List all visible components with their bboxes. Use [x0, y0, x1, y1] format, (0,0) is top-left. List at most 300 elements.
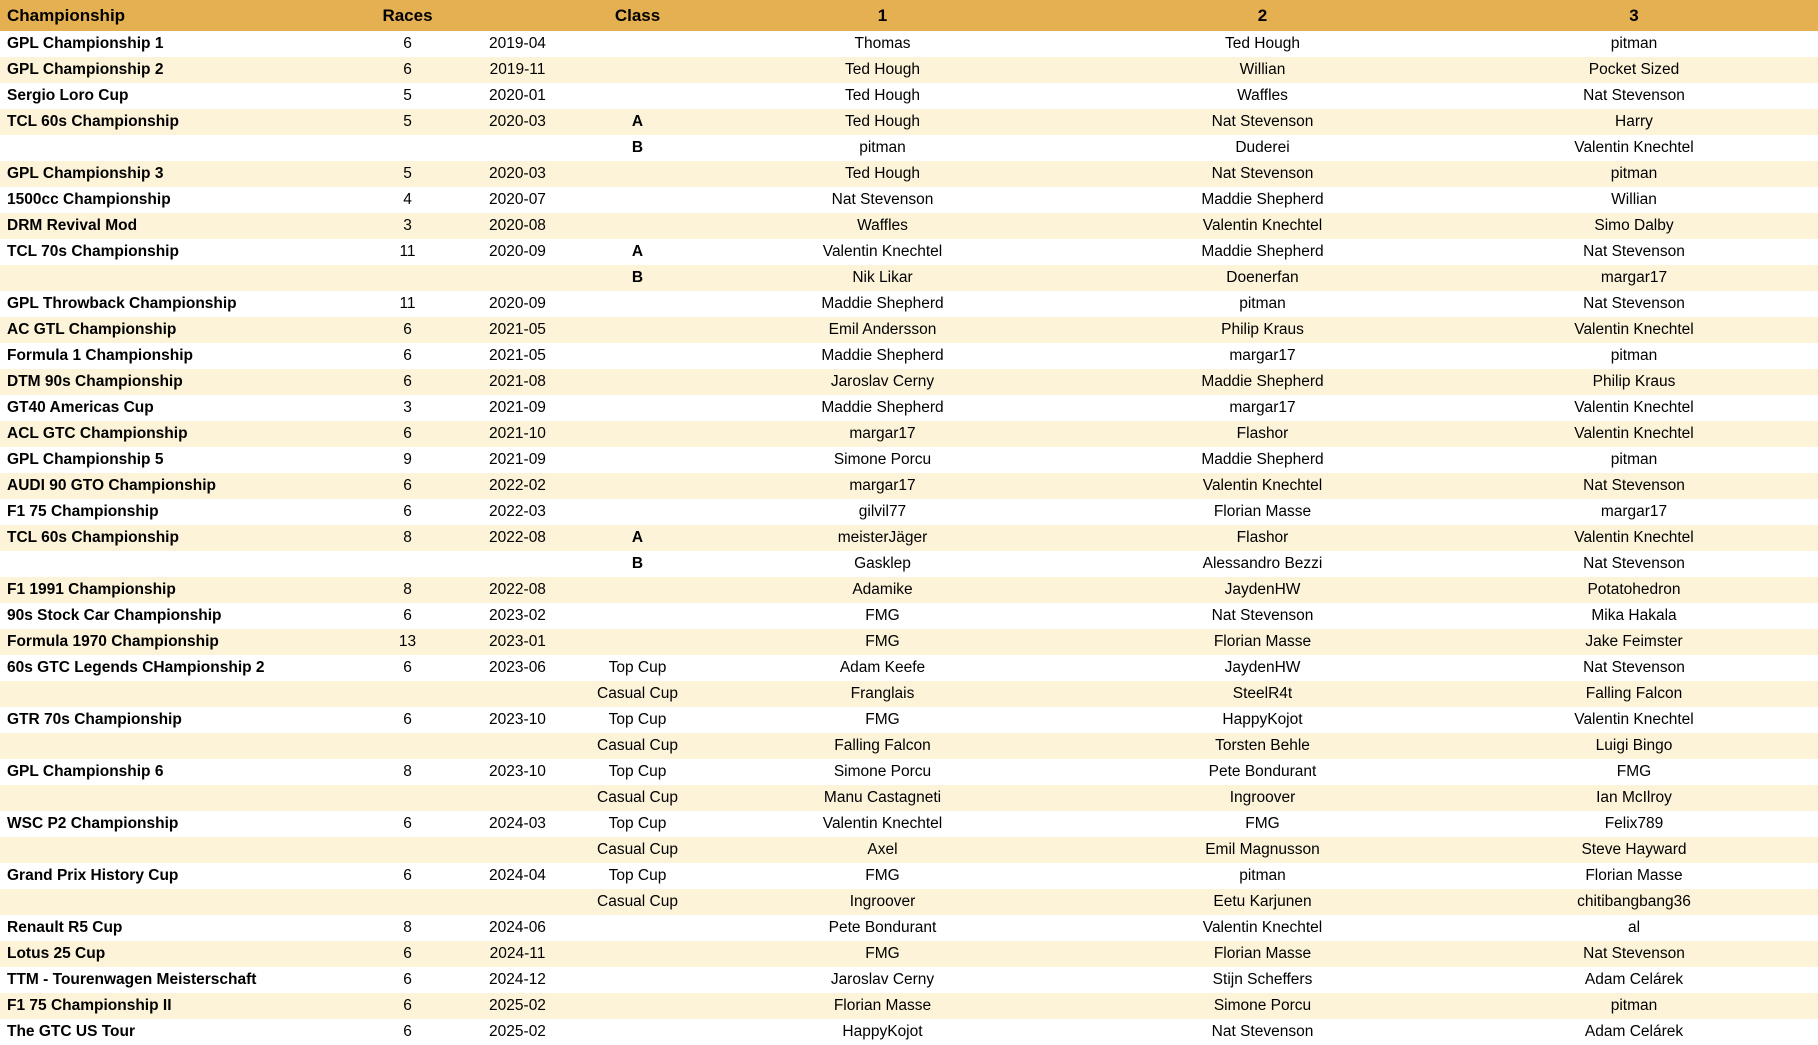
first-place-cell: gilvil77	[858, 503, 907, 520]
table-row	[0, 31, 1818, 57]
class-cell: Top Cup	[608, 659, 667, 676]
table-row	[0, 291, 1818, 317]
championship-cell	[0, 889, 365, 915]
class-cell: Casual Cup	[597, 893, 678, 910]
championship-cell: GPL Championship 6	[7, 763, 164, 780]
races-cell	[365, 837, 450, 863]
table-row	[0, 681, 1818, 707]
date-cell: 2021-09	[489, 451, 546, 468]
date-cell	[450, 135, 585, 161]
third-place-cell: Valentin Knechtel	[1574, 425, 1694, 442]
second-place-cell: Emil Magnusson	[1205, 841, 1320, 858]
championship-cell: DTM 90s Championship	[7, 373, 183, 390]
header-first-place: 1	[690, 0, 1075, 31]
championship-cell	[0, 733, 365, 759]
class-cell	[585, 577, 690, 603]
second-place-cell: Ted Hough	[1225, 35, 1300, 52]
table-row	[0, 421, 1818, 447]
class-cell: B	[631, 269, 644, 286]
class-cell	[585, 447, 690, 473]
first-place-cell: pitman	[859, 139, 906, 156]
table-row	[0, 759, 1818, 785]
championship-cell: Renault R5 Cup	[7, 919, 123, 936]
class-cell	[585, 421, 690, 447]
table-row	[0, 239, 1818, 265]
races-cell: 8	[403, 919, 412, 936]
second-place-cell: Nat Stevenson	[1211, 113, 1314, 130]
first-place-cell: Franglais	[850, 685, 915, 702]
table-row	[0, 161, 1818, 187]
third-place-cell: Nat Stevenson	[1583, 295, 1685, 312]
second-place-cell: Eetu Karjunen	[1213, 893, 1312, 910]
date-cell: 2020-09	[489, 295, 546, 312]
first-place-cell: Axel	[867, 841, 898, 858]
table-body	[0, 31, 1818, 1045]
date-cell: 2023-10	[489, 711, 546, 728]
races-cell: 6	[403, 347, 412, 364]
races-cell: 6	[403, 711, 412, 728]
class-cell	[585, 941, 690, 967]
first-place-cell: margar17	[849, 477, 916, 494]
second-place-cell: FMG	[1245, 815, 1280, 832]
date-cell: 2021-05	[489, 321, 546, 338]
third-place-cell: pitman	[1610, 165, 1658, 182]
third-place-cell: Willian	[1611, 191, 1657, 208]
championship-cell: F1 75 Championship	[7, 503, 159, 520]
date-cell	[450, 889, 585, 915]
class-cell	[585, 915, 690, 941]
class-cell	[585, 395, 690, 421]
table-row	[0, 369, 1818, 395]
table-row	[0, 187, 1818, 213]
races-cell	[365, 681, 450, 707]
class-cell	[585, 369, 690, 395]
second-place-cell: Nat Stevenson	[1211, 607, 1314, 624]
table-row	[0, 317, 1818, 343]
table-row	[0, 83, 1818, 109]
table-row	[0, 941, 1818, 967]
second-place-cell: Flashor	[1236, 529, 1289, 546]
class-cell: Casual Cup	[597, 737, 678, 754]
second-place-cell: Nat Stevenson	[1211, 165, 1314, 182]
third-place-cell: Valentin Knechtel	[1574, 321, 1694, 338]
first-place-cell: Manu Castagneti	[823, 789, 942, 806]
races-cell	[365, 265, 450, 291]
class-cell	[585, 83, 690, 109]
championship-cell: Grand Prix History Cup	[7, 867, 179, 884]
class-cell: Top Cup	[608, 815, 667, 832]
second-place-cell: pitman	[1239, 295, 1286, 312]
championship-cell: 1500cc Championship	[7, 191, 171, 208]
first-place-cell: Falling Falcon	[834, 737, 931, 754]
races-cell: 6	[403, 373, 412, 390]
table-row	[0, 525, 1818, 551]
races-cell: 6	[403, 971, 412, 988]
date-cell	[450, 265, 585, 291]
class-cell	[585, 993, 690, 1019]
date-cell: 2020-07	[489, 191, 546, 208]
races-cell: 5	[403, 87, 412, 104]
second-place-cell: margar17	[1229, 347, 1296, 364]
class-cell: Casual Cup	[597, 789, 678, 806]
class-cell	[585, 291, 690, 317]
second-place-cell: SteelR4t	[1232, 685, 1293, 702]
first-place-cell: Ingroover	[849, 893, 916, 910]
header-date	[450, 0, 585, 31]
class-cell	[585, 343, 690, 369]
second-place-cell: Valentin Knechtel	[1202, 919, 1323, 936]
table-row	[0, 135, 1818, 161]
first-place-cell: Nat Stevenson	[831, 191, 934, 208]
class-cell	[585, 629, 690, 655]
date-cell	[450, 837, 585, 863]
first-place-cell: Maddie Shepherd	[821, 295, 944, 312]
championship-cell	[0, 785, 365, 811]
races-cell: 3	[403, 399, 412, 416]
third-place-cell: Valentin Knechtel	[1574, 711, 1694, 728]
third-place-cell: Mika Hakala	[1591, 607, 1677, 624]
championship-cell: AC GTL Championship	[7, 321, 177, 338]
third-place-cell: Nat Stevenson	[1583, 477, 1685, 494]
races-cell: 8	[403, 529, 412, 546]
date-cell: 2022-08	[489, 529, 546, 546]
championship-cell: GPL Throwback Championship	[7, 295, 237, 312]
second-place-cell: Flashor	[1236, 425, 1289, 442]
date-cell: 2025-02	[489, 1023, 546, 1040]
third-place-cell: Valentin Knechtel	[1574, 139, 1694, 156]
class-cell	[585, 317, 690, 343]
class-cell	[585, 473, 690, 499]
date-cell: 2024-12	[489, 971, 546, 988]
first-place-cell: Ted Hough	[845, 61, 920, 78]
table-row	[0, 655, 1818, 681]
table-row	[0, 863, 1818, 889]
championship-cell	[0, 265, 365, 291]
second-place-cell: Simone Porcu	[1213, 997, 1312, 1014]
class-cell	[585, 31, 690, 57]
date-cell: 2023-10	[489, 763, 546, 780]
races-cell: 8	[403, 763, 412, 780]
class-cell: A	[631, 243, 644, 260]
championship-cell	[0, 837, 365, 863]
table-row	[0, 473, 1818, 499]
class-cell	[585, 187, 690, 213]
third-place-cell: Felix789	[1604, 815, 1664, 832]
third-place-cell: Jake Feimster	[1585, 633, 1683, 650]
third-place-cell: Harry	[1615, 113, 1653, 130]
championship-cell: F1 75 Championship II	[7, 997, 172, 1014]
table-row	[0, 629, 1818, 655]
first-place-cell: FMG	[865, 945, 900, 962]
third-place-cell: pitman	[1610, 997, 1658, 1014]
second-place-cell: Stijn Scheffers	[1212, 971, 1313, 988]
third-place-cell: Adam Celárek	[1584, 971, 1684, 988]
races-cell	[365, 785, 450, 811]
class-cell: Casual Cup	[597, 841, 678, 858]
second-place-cell: JaydenHW	[1224, 659, 1301, 676]
second-place-cell: Maddie Shepherd	[1201, 243, 1324, 260]
races-cell: 6	[403, 35, 412, 52]
third-place-cell: Nat Stevenson	[1583, 243, 1685, 260]
class-cell	[585, 967, 690, 993]
races-cell: 6	[403, 815, 412, 832]
championship-cell: 60s GTC Legends CHampionship 2	[7, 659, 265, 676]
date-cell: 2025-02	[489, 997, 546, 1014]
date-cell: 2024-06	[489, 919, 546, 936]
championship-cell	[0, 681, 365, 707]
championship-cell: GPL Championship 1	[7, 35, 164, 52]
second-place-cell: pitman	[1239, 867, 1286, 884]
first-place-cell: Ted Hough	[845, 113, 920, 130]
second-place-cell: Valentin Knechtel	[1202, 217, 1323, 234]
header-third-place: 3	[1450, 0, 1818, 31]
date-cell: 2024-11	[489, 945, 546, 962]
first-place-cell: Simone Porcu	[833, 451, 932, 468]
third-place-cell: pitman	[1610, 347, 1658, 364]
first-place-cell: Ted Hough	[845, 87, 920, 104]
class-cell	[585, 1019, 690, 1045]
races-cell: 6	[403, 477, 412, 494]
table-row	[0, 733, 1818, 759]
table-row	[0, 57, 1818, 83]
date-cell: 2022-08	[489, 581, 546, 598]
date-cell: 2021-05	[489, 347, 546, 364]
table-row	[0, 811, 1818, 837]
second-place-cell: Willian	[1239, 61, 1286, 78]
first-place-cell: meisterJäger	[837, 529, 928, 546]
date-cell: 2022-03	[489, 503, 546, 520]
first-place-cell: Valentin Knechtel	[822, 243, 943, 260]
date-cell: 2020-03	[489, 165, 546, 182]
third-place-cell: chitibangbang36	[1577, 893, 1691, 910]
third-place-cell: margar17	[1600, 269, 1668, 286]
third-place-cell: Philip Kraus	[1592, 373, 1676, 390]
championship-cell: TCL 70s Championship	[7, 243, 179, 260]
third-place-cell: Steve Hayward	[1581, 841, 1687, 858]
races-cell: 4	[403, 191, 412, 208]
championship-cell: TTM - Tourenwagen Meisterschaft	[7, 971, 257, 988]
first-place-cell: Ted Hough	[845, 165, 920, 182]
third-place-cell: Potatohedron	[1587, 581, 1681, 598]
class-cell: B	[631, 555, 644, 572]
championship-cell: The GTC US Tour	[7, 1023, 136, 1040]
championship-cell: 90s Stock Car Championship	[7, 607, 222, 624]
races-cell: 5	[403, 113, 412, 130]
third-place-cell: pitman	[1610, 35, 1658, 52]
races-cell: 13	[398, 633, 417, 650]
second-place-cell: Florian Masse	[1213, 503, 1312, 520]
races-cell: 9	[403, 451, 412, 468]
second-place-cell: Alessandro Bezzi	[1202, 555, 1323, 572]
first-place-cell: Valentin Knechtel	[822, 815, 943, 832]
date-cell: 2020-01	[489, 87, 546, 104]
races-cell: 6	[403, 945, 412, 962]
third-place-cell: Luigi Bingo	[1595, 737, 1673, 754]
class-cell	[585, 603, 690, 629]
third-place-cell: al	[1627, 919, 1641, 936]
races-cell: 6	[403, 321, 412, 338]
championship-cell: Formula 1970 Championship	[7, 633, 219, 650]
date-cell: 2024-03	[489, 815, 546, 832]
third-place-cell: Pocket Sized	[1588, 61, 1680, 78]
first-place-cell: Simone Porcu	[833, 763, 932, 780]
championship-cell: TCL 60s Championship	[7, 529, 179, 546]
championship-cell	[0, 135, 365, 161]
date-cell: 2023-06	[489, 659, 546, 676]
date-cell: 2023-01	[489, 633, 546, 650]
third-place-cell: pitman	[1610, 451, 1658, 468]
first-place-cell: Maddie Shepherd	[821, 399, 944, 416]
second-place-cell: Duderei	[1235, 139, 1290, 156]
races-cell: 5	[403, 165, 412, 182]
table-header	[0, 0, 1818, 31]
third-place-cell: Valentin Knechtel	[1574, 399, 1694, 416]
class-cell	[585, 57, 690, 83]
first-place-cell: Pete Bondurant	[828, 919, 937, 936]
championship-cell: GTR 70s Championship	[7, 711, 182, 728]
first-place-cell: FMG	[865, 607, 900, 624]
third-place-cell: Nat Stevenson	[1583, 87, 1685, 104]
second-place-cell: Ingroover	[1229, 789, 1296, 806]
championship-cell: GPL Championship 2	[7, 61, 164, 78]
date-cell: 2019-04	[489, 35, 546, 52]
championship-cell: DRM Revival Mod	[7, 217, 138, 234]
table-row	[0, 343, 1818, 369]
first-place-cell: Maddie Shepherd	[821, 347, 944, 364]
second-place-cell: Maddie Shepherd	[1201, 191, 1324, 208]
first-place-cell: FMG	[865, 867, 900, 884]
second-place-cell: Pete Bondurant	[1208, 763, 1317, 780]
class-cell: Top Cup	[608, 763, 667, 780]
races-cell: 6	[403, 1023, 412, 1040]
date-cell: 2020-08	[489, 217, 546, 234]
table-row	[0, 213, 1818, 239]
date-cell: 2021-10	[489, 425, 546, 442]
table-row	[0, 993, 1818, 1019]
header-championship: Championship	[0, 0, 365, 31]
second-place-cell: Maddie Shepherd	[1201, 451, 1324, 468]
table-row	[0, 577, 1818, 603]
races-cell	[365, 135, 450, 161]
first-place-cell: Waffles	[857, 217, 908, 234]
table-row	[0, 915, 1818, 941]
races-cell: 6	[403, 503, 412, 520]
second-place-cell: JaydenHW	[1224, 581, 1301, 598]
date-cell: 2021-09	[489, 399, 546, 416]
table-row	[0, 837, 1818, 863]
table-row	[0, 447, 1818, 473]
first-place-cell: FMG	[865, 711, 900, 728]
date-cell: 2019-11	[489, 61, 546, 78]
third-place-cell: Adam Celárek	[1584, 1023, 1684, 1040]
second-place-cell: Torsten Behle	[1215, 737, 1310, 754]
races-cell: 6	[403, 425, 412, 442]
second-place-cell: margar17	[1229, 399, 1296, 416]
date-cell: 2021-08	[489, 373, 546, 390]
date-cell	[450, 681, 585, 707]
championship-cell: TCL 60s Championship	[7, 113, 179, 130]
championship-cell: Formula 1 Championship	[7, 347, 194, 364]
championship-cell: ACL GTC Championship	[7, 425, 188, 442]
championship-cell: GPL Championship 3	[7, 165, 164, 182]
second-place-cell: Philip Kraus	[1221, 321, 1304, 338]
table-row	[0, 603, 1818, 629]
second-place-cell: Florian Masse	[1213, 945, 1312, 962]
championship-cell: WSC P2 Championship	[7, 815, 179, 832]
championship-cell: F1 1991 Championship	[7, 581, 176, 598]
championship-cell: GPL Championship 5	[7, 451, 164, 468]
date-cell	[450, 785, 585, 811]
championship-cell: Sergio Loro Cup	[7, 87, 129, 104]
races-cell: 6	[403, 607, 412, 624]
first-place-cell: Adamike	[852, 581, 913, 598]
class-cell	[585, 161, 690, 187]
third-place-cell: margar17	[1600, 503, 1668, 520]
first-place-cell: Nik Likar	[852, 269, 913, 286]
table-row	[0, 1019, 1818, 1045]
date-cell	[450, 733, 585, 759]
table-row	[0, 499, 1818, 525]
first-place-cell: HappyKojot	[842, 1023, 923, 1040]
second-place-cell: Waffles	[1237, 87, 1288, 104]
date-cell	[450, 551, 585, 577]
class-cell: B	[631, 139, 644, 156]
first-place-cell: Thomas	[854, 35, 911, 52]
second-place-cell: Nat Stevenson	[1211, 1023, 1314, 1040]
races-cell: 3	[403, 217, 412, 234]
table-row	[0, 785, 1818, 811]
header-row	[0, 0, 1818, 31]
second-place-cell: Doenerfan	[1226, 269, 1299, 286]
first-place-cell: Florian Masse	[833, 997, 932, 1014]
third-place-cell: Simo Dalby	[1594, 217, 1674, 234]
third-place-cell: FMG	[1616, 763, 1652, 780]
table-row	[0, 265, 1818, 291]
date-cell: 2023-02	[489, 607, 546, 624]
class-cell: Top Cup	[608, 711, 667, 728]
first-place-cell: Gasklep	[854, 555, 911, 572]
races-cell: 6	[403, 659, 412, 676]
first-place-cell: Jaroslav Cerny	[830, 373, 935, 390]
third-place-cell: Valentin Knechtel	[1574, 529, 1694, 546]
races-cell: 6	[403, 867, 412, 884]
third-place-cell: Ian McIlroy	[1596, 789, 1672, 806]
header-second-place: 2	[1075, 0, 1450, 31]
championship-cell: Lotus 25 Cup	[7, 945, 106, 962]
third-place-cell: Florian Masse	[1585, 867, 1683, 884]
third-place-cell: Nat Stevenson	[1583, 555, 1685, 572]
championship-cell	[0, 551, 365, 577]
races-cell: 11	[399, 295, 416, 312]
first-place-cell: Emil Andersson	[828, 321, 937, 338]
class-cell: A	[631, 113, 644, 130]
races-cell: 6	[403, 61, 412, 78]
second-place-cell: Valentin Knechtel	[1202, 477, 1323, 494]
class-cell	[585, 213, 690, 239]
first-place-cell: FMG	[865, 633, 900, 650]
class-cell: Top Cup	[608, 867, 667, 884]
date-cell: 2020-03	[489, 113, 546, 130]
championship-cell: AUDI 90 GTO Championship	[7, 477, 216, 494]
class-cell: A	[631, 529, 644, 546]
races-cell: 11	[399, 243, 416, 260]
date-cell: 2022-02	[489, 477, 546, 494]
table-row	[0, 707, 1818, 733]
date-cell: 2024-04	[489, 867, 546, 884]
races-cell	[365, 889, 450, 915]
table-row	[0, 967, 1818, 993]
first-place-cell: margar17	[849, 425, 916, 442]
